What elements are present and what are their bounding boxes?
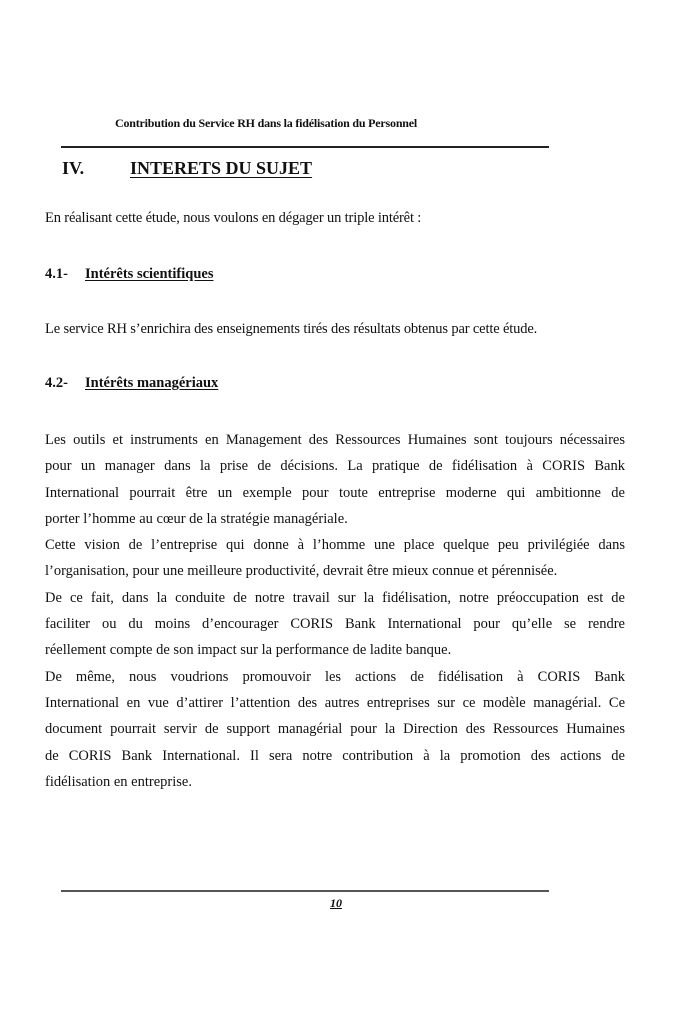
- text-line: Cette vision de l’entreprise qui donne à l’homme une place quelque peu privilégiée dans: [45, 537, 625, 554]
- text-line: document pourrait servir de support managérial pour la Direction des Ressources Humaines: [45, 721, 625, 738]
- chapter-title: INTERETS DU SUJET: [130, 158, 313, 178]
- text-line: De ce fait, dans la conduite de notre travail sur la fidélisation, notre préoccupation est de: [45, 589, 625, 606]
- text-line: International en vue d’attirer l’attention des autres entreprises sur ce modèle managérial. Ce: [45, 694, 625, 711]
- intro-paragraph: En réalisant cette étude, nous voulons en dégager un triple intérêt :: [45, 210, 422, 226]
- text-line: porter l’homme au cœur de la stratégie managériale.: [45, 510, 348, 527]
- section-title: Intérêts scientifiques: [85, 266, 214, 282]
- text-line: fidélisation en entreprise.: [45, 773, 192, 790]
- section-4-2-body: [45, 427, 625, 795]
- text-line: de CORIS Bank International. Il sera notre contribution à la promotion des actions de: [45, 747, 625, 764]
- text-line: réellement compte de son impact sur la performance de ladite banque.: [45, 642, 452, 659]
- page-number: 10: [330, 896, 342, 910]
- section-number: 4.2-: [45, 375, 68, 391]
- chapter-number: IV.: [62, 158, 85, 178]
- text-line: De même, nous voudrions promouvoir les actions de fidélisation à CORIS Bank: [45, 668, 625, 685]
- footer-divider: [61, 890, 549, 892]
- text-line: l’organisation, pour une meilleure productivité, devrait être mieux connue et pérennisée.: [45, 563, 558, 580]
- text-line: faciliter ou du moins d’encourager CORIS Bank International pour qu’elle se rendre: [45, 616, 625, 633]
- section-title: Intérêts managériaux: [85, 375, 219, 391]
- section-number: 4.1-: [45, 266, 68, 282]
- text-line: International pourrait être un exemple pour toute entreprise moderne qui ambitionne de: [45, 484, 625, 501]
- text-line: pour un manager dans la prise de décisions. La pratique de fidélisation à CORIS Bank: [45, 458, 625, 475]
- section-4-1-body: Le service RH s’enrichira des enseignements tirés des résultats obtenus par cette étude.: [45, 321, 538, 337]
- header-divider: [61, 146, 549, 148]
- text-line: Les outils et instruments en Management des Ressources Humaines sont toujours nécessaires: [45, 432, 625, 448]
- running-header: Contribution du Service RH dans la fidélisation du Personnel: [115, 116, 418, 130]
